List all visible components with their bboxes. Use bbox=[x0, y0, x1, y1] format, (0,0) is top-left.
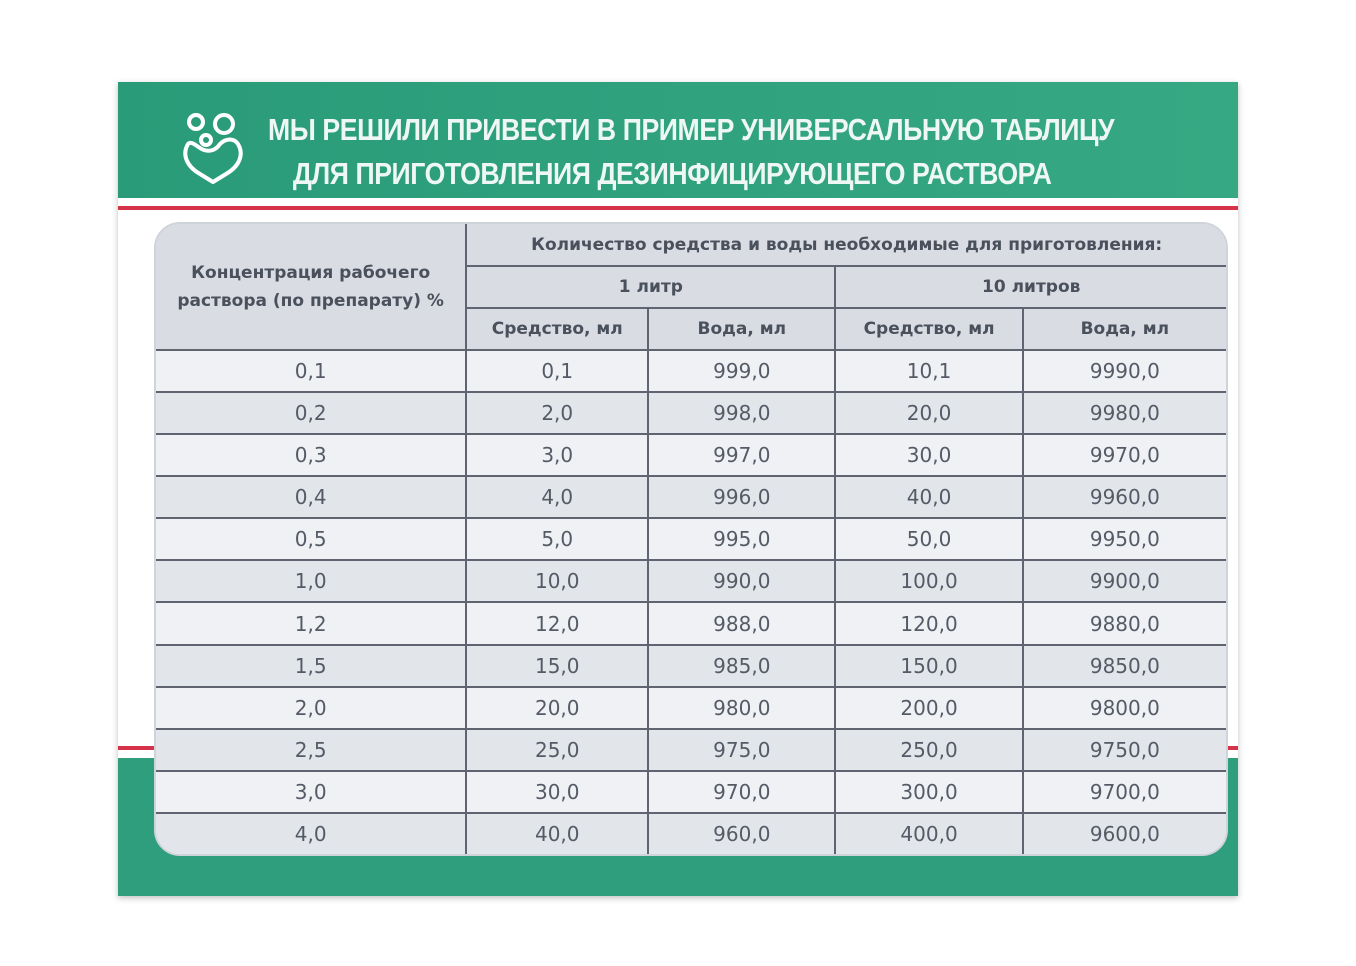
water-1l-cell: 988,0 bbox=[648, 602, 835, 644]
water-10l-cell: 9960,0 bbox=[1023, 476, 1226, 518]
table-row bbox=[156, 602, 1226, 644]
agent-10l-cell: 40,0 bbox=[835, 476, 1022, 518]
agent-1l-cell: 3,0 bbox=[466, 434, 648, 476]
concentration-cell: 0,5 bbox=[156, 518, 466, 560]
water-10l-cell: 9900,0 bbox=[1023, 560, 1226, 602]
water-1l-cell: 995,0 bbox=[648, 518, 835, 560]
title-line-2: ДЛЯ ПРИГОТОВЛЕНИЯ ДЕЗИНФИЦИРУЮЩЕГО РАСТВОРА bbox=[292, 156, 1052, 191]
agent-10l-cell: 300,0 bbox=[835, 771, 1022, 813]
table-row bbox=[156, 645, 1226, 687]
table-row bbox=[156, 560, 1226, 602]
table-row bbox=[156, 476, 1226, 518]
agent-10l-cell: 120,0 bbox=[835, 602, 1022, 644]
concentration-cell: 3,0 bbox=[156, 771, 466, 813]
disinfectant-poster bbox=[118, 82, 1238, 896]
poster-title bbox=[268, 108, 1115, 196]
agent-1l-cell: 40,0 bbox=[466, 813, 648, 854]
water-1l-cell: 970,0 bbox=[648, 771, 835, 813]
water-1l-cell: 996,0 bbox=[648, 476, 835, 518]
dilution-table-card bbox=[154, 222, 1228, 856]
water-10l-cell: 9850,0 bbox=[1023, 645, 1226, 687]
concentration-cell: 0,2 bbox=[156, 392, 466, 434]
agent-10l-cell: 250,0 bbox=[835, 729, 1022, 771]
agent-10l-cell: 200,0 bbox=[835, 687, 1022, 729]
agent-10l-cell: 100,0 bbox=[835, 560, 1022, 602]
table-row bbox=[156, 518, 1226, 560]
agent-1l-cell: 12,0 bbox=[466, 602, 648, 644]
agent-1l-cell: 2,0 bbox=[466, 392, 648, 434]
water-1l-header: Вода, мл bbox=[648, 308, 835, 350]
table-row bbox=[156, 687, 1226, 729]
water-1l-cell: 975,0 bbox=[648, 729, 835, 771]
water-10l-cell: 9880,0 bbox=[1023, 602, 1226, 644]
concentration-cell: 0,4 bbox=[156, 476, 466, 518]
agent-1l-cell: 15,0 bbox=[466, 645, 648, 687]
concentration-cell: 4,0 bbox=[156, 813, 466, 854]
table-row bbox=[156, 813, 1226, 854]
water-10l-cell: 9970,0 bbox=[1023, 434, 1226, 476]
concentration-cell: 1,0 bbox=[156, 560, 466, 602]
agent-10l-cell: 150,0 bbox=[835, 645, 1022, 687]
group-1-liter-header: 1 литр bbox=[466, 266, 835, 308]
agent-10l-header: Средство, мл bbox=[835, 308, 1022, 350]
table-row bbox=[156, 771, 1226, 813]
agent-10l-cell: 50,0 bbox=[835, 518, 1022, 560]
water-1l-cell: 960,0 bbox=[648, 813, 835, 854]
water-10l-header: Вода, мл bbox=[1023, 308, 1226, 350]
agent-1l-cell: 30,0 bbox=[466, 771, 648, 813]
poster-header bbox=[118, 82, 1238, 200]
water-1l-cell: 997,0 bbox=[648, 434, 835, 476]
agent-1l-cell: 20,0 bbox=[466, 687, 648, 729]
agent-1l-cell: 25,0 bbox=[466, 729, 648, 771]
concentration-cell: 2,0 bbox=[156, 687, 466, 729]
water-10l-cell: 9600,0 bbox=[1023, 813, 1226, 854]
red-divider-top bbox=[118, 206, 1238, 210]
family-heart-icon bbox=[180, 110, 246, 186]
agent-1l-cell: 0,1 bbox=[466, 350, 648, 392]
table-row bbox=[156, 434, 1226, 476]
concentration-cell: 1,5 bbox=[156, 645, 466, 687]
water-1l-cell: 980,0 bbox=[648, 687, 835, 729]
concentration-cell: 0,1 bbox=[156, 350, 466, 392]
agent-10l-cell: 10,1 bbox=[835, 350, 1022, 392]
table-row bbox=[156, 729, 1226, 771]
agent-1l-cell: 5,0 bbox=[466, 518, 648, 560]
agent-1l-cell: 10,0 bbox=[466, 560, 648, 602]
water-10l-cell: 9990,0 bbox=[1023, 350, 1226, 392]
water-1l-cell: 990,0 bbox=[648, 560, 835, 602]
water-1l-cell: 999,0 bbox=[648, 350, 835, 392]
title-line-1: МЫ РЕШИЛИ ПРИВЕСТИ В ПРИМЕР УНИВЕРСАЛЬНУЮ ТАБЛИЦУ bbox=[268, 112, 1115, 147]
concentration-cell: 0,3 bbox=[156, 434, 466, 476]
agent-1l-cell: 4,0 bbox=[466, 476, 648, 518]
water-1l-cell: 985,0 bbox=[648, 645, 835, 687]
table-row bbox=[156, 350, 1226, 392]
agent-10l-cell: 20,0 bbox=[835, 392, 1022, 434]
dilution-table bbox=[156, 224, 1226, 854]
concentration-header: Концентрация рабочего раствора (по препарату) % bbox=[156, 224, 466, 350]
water-1l-cell: 998,0 bbox=[648, 392, 835, 434]
water-10l-cell: 9750,0 bbox=[1023, 729, 1226, 771]
water-10l-cell: 9700,0 bbox=[1023, 771, 1226, 813]
agent-1l-header: Средство, мл bbox=[466, 308, 648, 350]
water-10l-cell: 9980,0 bbox=[1023, 392, 1226, 434]
table-row bbox=[156, 392, 1226, 434]
concentration-cell: 2,5 bbox=[156, 729, 466, 771]
agent-10l-cell: 400,0 bbox=[835, 813, 1022, 854]
concentration-cell: 1,2 bbox=[156, 602, 466, 644]
quantity-header: Количество средства и воды необходимые для приготовления: bbox=[466, 224, 1226, 266]
agent-10l-cell: 30,0 bbox=[835, 434, 1022, 476]
water-10l-cell: 9950,0 bbox=[1023, 518, 1226, 560]
group-10-liters-header: 10 литров bbox=[835, 266, 1226, 308]
water-10l-cell: 9800,0 bbox=[1023, 687, 1226, 729]
